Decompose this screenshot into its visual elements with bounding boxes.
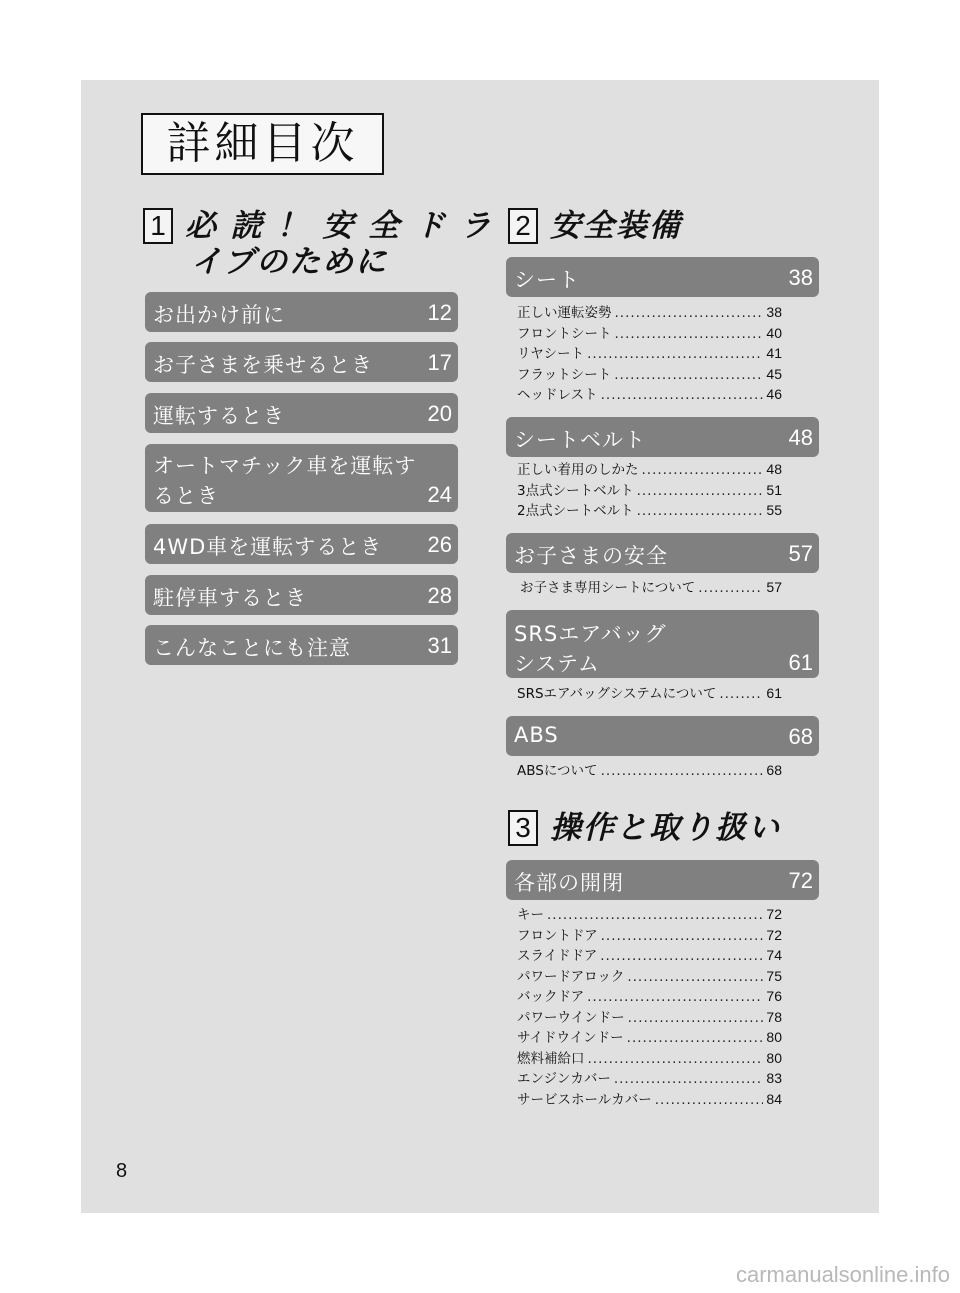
toc-list-srs-airbag <box>517 683 782 704</box>
toc-entry[interactable]: フロントドア ..... 72 <box>517 925 782 946</box>
toc-item-unten[interactable]: 運転するとき 20 <box>145 393 458 433</box>
toc-entry[interactable]: SRSエアバッグシステムについて ..... 61 <box>517 683 782 704</box>
toc-item-automatic[interactable]: オートマチック車を運転す るとき 24 <box>145 444 458 512</box>
toc-entry[interactable]: 3点式シートベルト ..... 51 <box>517 480 782 501</box>
toc-entry[interactable]: お子さま専用シートについて ..... 57 <box>520 577 782 598</box>
section-1-number: 1 <box>143 208 173 244</box>
page-number: 8 <box>116 1160 128 1182</box>
toc-item-4wd[interactable]: 4WD車を運転するとき 26 <box>145 524 458 564</box>
section-3-number: 3 <box>508 810 538 846</box>
toc-entry[interactable]: フラットシート ..... 45 <box>517 364 782 385</box>
toc-list-seat <box>517 302 782 405</box>
section-1-header <box>143 208 493 280</box>
watermark: carmanualsonline.info <box>735 1262 950 1287</box>
toc-item-parking[interactable]: 駐停車するとき 28 <box>145 575 458 615</box>
toc-group-seatbelt[interactable]: シートベルト 48 <box>506 417 819 457</box>
toc-entry[interactable]: サイドウインドー ..... 80 <box>517 1027 782 1048</box>
section-2-title: 安全装備 <box>550 208 682 244</box>
section-1-title: 必 読 ！ 安 全 ド ラ イブのために <box>185 208 493 280</box>
section-2-number: 2 <box>508 208 538 244</box>
toc-entry[interactable]: 燃料補給口 ..... 80 <box>517 1048 782 1069</box>
toc-entry[interactable]: フロントシート ..... 40 <box>517 323 782 344</box>
toc-item-odekake[interactable]: お出かけ前に 12 <box>145 292 458 332</box>
toc-entry[interactable]: リヤシート ..... 41 <box>517 343 782 364</box>
section-3-title: 操作と取り扱い <box>550 810 781 846</box>
section-2-header <box>508 208 682 244</box>
toc-entry[interactable]: ABSについて ..... 68 <box>517 760 782 781</box>
toc-group-seat[interactable]: シート 38 <box>506 257 819 297</box>
toc-list-seatbelt <box>517 459 782 521</box>
toc-entry[interactable]: パワーウインドー ..... 78 <box>517 1007 782 1028</box>
toc-entry[interactable]: バックドア ..... 76 <box>517 986 782 1007</box>
toc-entry[interactable]: ヘッドレスト ..... 46 <box>517 384 782 405</box>
toc-entry[interactable]: 正しい着用のしかた ..... 48 <box>517 459 782 480</box>
toc-group-abs[interactable]: ABS 68 <box>506 716 819 756</box>
toc-entry[interactable]: スライドドア ..... 74 <box>517 945 782 966</box>
toc-entry[interactable]: キー ..... 72 <box>517 904 782 925</box>
toc-entry[interactable]: サービスホールカバー ..... 84 <box>517 1089 782 1110</box>
toc-item-chui[interactable]: こんなことにも注意 31 <box>145 625 458 665</box>
toc-group-child-safety[interactable]: お子さまの安全 57 <box>506 533 819 573</box>
toc-entry[interactable]: 2点式シートベルト ..... 55 <box>517 500 782 521</box>
toc-entry[interactable]: エンジンカバー ..... 83 <box>517 1068 782 1089</box>
toc-group-srs-airbag[interactable]: SRSエアバッグ システム 61 <box>506 610 819 678</box>
toc-entry[interactable]: 正しい運転姿勢 ..... 38 <box>517 302 782 323</box>
page-title: 詳細目次 <box>141 113 384 175</box>
toc-list-abs <box>517 760 782 781</box>
toc-entry[interactable]: パワードアロック ..... 75 <box>517 966 782 987</box>
toc-group-kakubu-kaihei[interactable]: 各部の開閉 72 <box>506 860 819 900</box>
toc-item-okosama[interactable]: お子さまを乗せるとき 17 <box>145 342 458 382</box>
toc-list-kakubu-kaihei <box>517 904 782 1109</box>
section-3-header <box>508 810 781 846</box>
toc-list-child-safety <box>520 577 782 598</box>
